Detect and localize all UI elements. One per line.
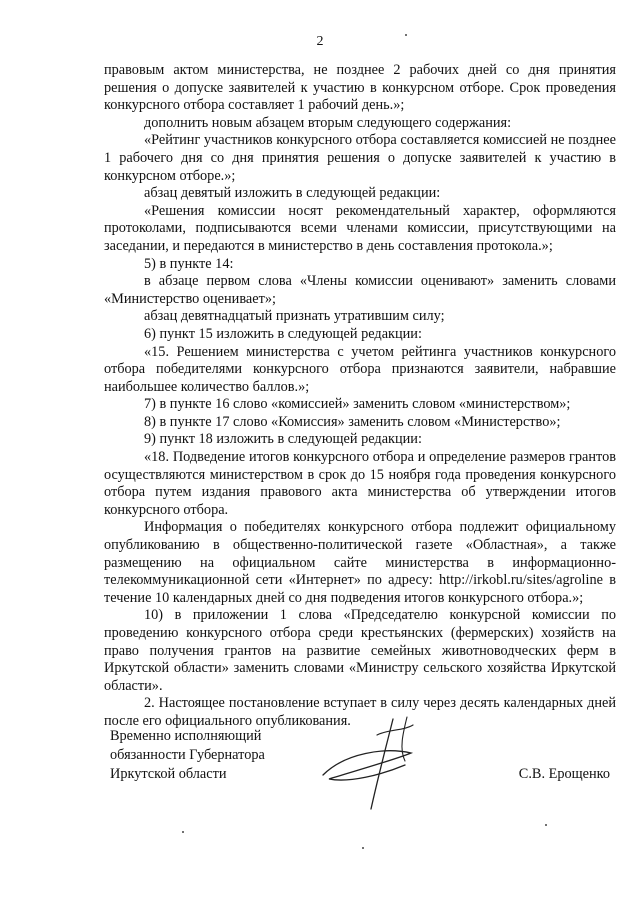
paragraph: правовым актом министерства, не позднее 2 рабочих дней со дня принятия решения о допуске заявителей к участию в конкурсном отборе. Срок проведения конкурсного отбора составляет 1 рабочий день.»; [104,62,616,114]
paragraph: 5) в пункте 14: [144,255,234,272]
paragraph: Информация о победителях конкурсного отбора подлежит официальному опубликованию в общественно-политической газете «Областная», а также размещению на официальном сайте министерства в информационно-телекоммуникационной сети «Интернет» по адресу: http://irkobl.ru/sites/agroline в течение 10 календарных дней со дня подведения итогов конкурсного отбора.»; [104,519,616,606]
paragraph: 8) в пункте 17 слово «Комиссия» заменить словом «Министерство»; [144,413,561,430]
scan-speck [405,34,407,36]
paragraph: «18. Подведение итогов конкурсного отбора и определение размеров грантов осуществляются министерством в срок до 15 ноября года проведения конкурсного отбора путем издания правового акта министерства об утверждении итогов конкурсного отбора. [104,449,616,518]
signer-title [110,727,265,784]
paragraph: «Решения комиссии носят рекомендательный характер, оформляются протоколами, подписываются всеми членами комиссии, присутствующими на заседании, и передаются в министерство в день составления протокола.»; [104,202,616,254]
handwritten-signature [315,713,435,813]
page-number: 2 [316,34,324,49]
signature-block [110,727,620,817]
paragraph: «15. Решением министерства с учетом рейтинга участников конкурсного отбора победителями конкурсного отбора признаются заявители, набравшие наибольшее количество баллов.»; [104,343,616,395]
signer-name: С.В. Ерощенко [518,766,610,782]
paragraph: абзац девятый изложить в следующей редакции: [144,185,441,202]
paragraph: «Рейтинг участников конкурсного отбора составляется комиссией не позднее 1 рабочего дня со дня принятия решения о допуске заявителей к участию в конкурсном отборе.»; [104,132,616,184]
paragraph: в абзаце первом слова «Члены комиссии оценивают» заменить словами «Министерство оценивает»; [104,273,616,307]
signer-title-line: Временно исполняющий [110,728,262,744]
paragraph: 9) пункт 18 изложить в следующей редакции: [144,431,422,448]
scan-speck [545,824,547,826]
scan-speck [362,847,364,849]
scan-speck [182,831,184,833]
paragraph: 7) в пункте 16 слово «комиссией» заменить словом «министерством»; [144,396,571,413]
paragraph: 10) в приложении 1 слова «Председателю конкурсной комиссии по проведению конкурсного отбора среди крестьянских (фермерских) хозяйств на право получения грантов на развитие семейных животноводческих ферм в Иркутской области» заменить словами «Министру сельского хозяйства Иркутской области». [104,607,616,694]
document-body [104,62,616,731]
paragraph: абзац девятнадцатый признать утратившим силу; [144,308,445,325]
paragraph: 6) пункт 15 изложить в следующей редакции: [144,325,422,342]
paragraph: дополнить новым абзацем вторым следующего содержания: [144,114,512,131]
paragraph: 2. Настоящее постановление вступает в силу через десять календарных дней после его официального опубликования. [104,695,616,729]
signer-title-line: Иркутской области [110,766,227,782]
signer-title-line: обязанности Губернатора [110,747,265,763]
